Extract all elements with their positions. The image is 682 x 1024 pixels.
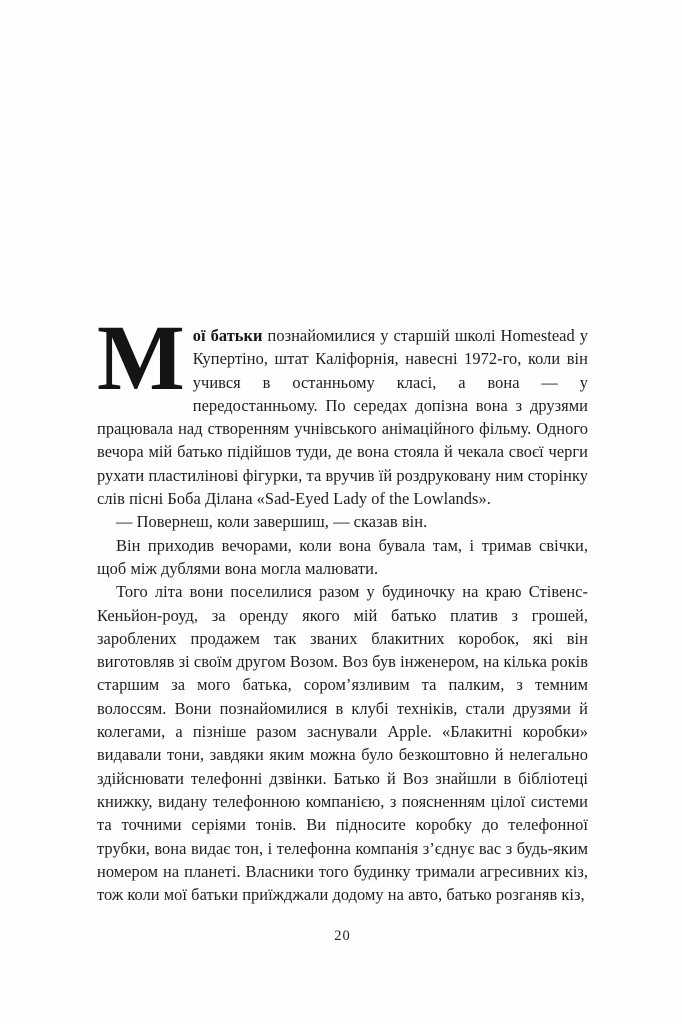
paragraph-1: Мої батьки познайомилися у старшій школі Homestead у Купертіно, штат Каліфорнія, навесні 1972-го, коли він учився в останньому класі, а вона — у передостанньому. По середах допізна вона з друзями працювала над створенням учнівського анімаційного фільму. Одного вечора мій батько підійшов туди, де вона стояла й чекала своєї черги рухати пластилінові фігурки, та вручив їй роздруковану ним сторінку слів пісні Боба Ділана «Sad-Eyed Lady of the Lowlands».: [97, 307, 588, 509]
page-number: 20: [334, 928, 351, 944]
paragraph-4: Того літа вони поселилися разом у будиночку на краю Стівенс-Кеньйон-роуд, за оренду якого мій батько платив з грошей, зароблених продажем так званих блакитних коробок, які він виготовляв зі своїм другом Возом. Воз був інженером, на кілька років старшим за мого батька, сором’язливим та палким, з темним волоссям. Вони познайомилися в клубі техніків, стали друзями й колегами, а пізніше разом заснували Apple. «Блакитні коробки» видавали тони, завдяки яким можна було безкоштовно й нелегально здійснювати телефонні дзвінки. Батько й Воз знайшли в бібліотеці книжку, видану телефонною компанією, з поясненням цілої системи та точними серіями тонів. Ви підносите коробку до телефонної трубки, вона видає тон, і телефонна компанія з’єднує вас з будь-яким номером на планеті. Власники того будинку тримали агресивних кіз, тож коли мої батьки приїжджали додому на авто, батько розганяв кіз,: [97, 582, 588, 905]
text-block: [97, 307, 588, 906]
lead-bold-text: ої батьки: [192, 326, 268, 345]
drop-cap: М: [97, 307, 185, 410]
paragraph-3: Він приходив вечорами, коли вона бувала там, і тримав свічки, щоб між дублями вона могла малювати.: [97, 535, 588, 578]
paragraph-2: — Повернеш, коли завершиш, — сказав він.: [116, 512, 428, 532]
